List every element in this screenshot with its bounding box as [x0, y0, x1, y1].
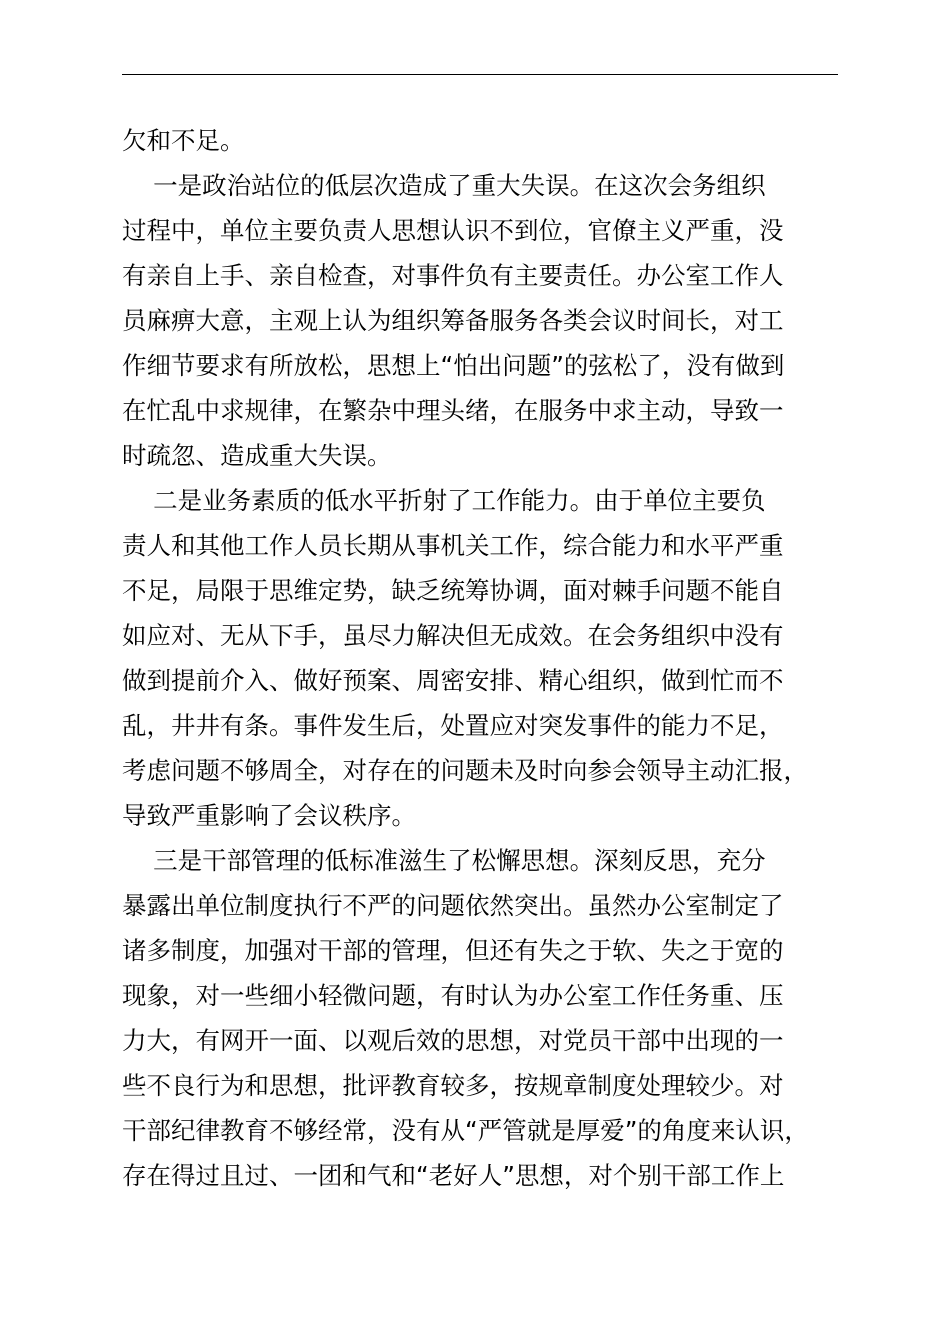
text-line: 在忙乱中求规律，在繁杂中理头绪，在服务中求主动，导致一 — [122, 396, 784, 425]
text-line: 暴露出单位制度执行不严的问题依然突出。虽然办公室制定了 — [122, 891, 784, 920]
text-line: 作细节要求有所放松，思想上“怕出问题”的弦松了，没有做到 — [122, 351, 785, 380]
text-line: 干部纪律教育不够经常，没有从“严管就是厚爱”的角度来认识， — [122, 1116, 809, 1145]
text-line: 乱，井井有条。事件发生后，处置应对突发事件的能力不足， — [122, 711, 784, 740]
text-line: 诸多制度，加强对干部的管理，但还有失之于软、失之于宽的 — [122, 936, 784, 965]
text-line: 员麻痹大意，主观上认为组织筹备服务各类会议时间长，对工 — [122, 306, 784, 335]
text-line: 导致严重影响了会议秩序。 — [122, 801, 416, 830]
text-line: 力大，有网开一面、以观后效的思想，对党员干部中出现的一 — [122, 1026, 784, 1055]
text-line: 不足，局限于思维定势，缺乏统筹协调，面对棘手问题不能自 — [122, 576, 784, 605]
text-line: 考虑问题不够周全，对存在的问题未及时向参会领导主动汇报， — [122, 756, 808, 785]
text-line: 时疏忽、造成重大失误。 — [122, 441, 392, 470]
text-line: 一是政治站位的低层次造成了重大失误。在这次会务组织 — [122, 171, 766, 200]
text-line: 做到提前介入、做好预案、周密安排、精心组织，做到忙而不 — [122, 666, 784, 695]
text-line: 有亲自上手、亲自检查，对事件负有主要责任。办公室工作人 — [122, 261, 784, 290]
body-text — [122, 118, 838, 1198]
header-rule — [122, 74, 838, 75]
text-line: 责人和其他工作人员长期从事机关工作，综合能力和水平严重 — [122, 531, 784, 560]
text-line: 些不良行为和思想，批评教育较多，按规章制度处理较少。对 — [122, 1071, 784, 1100]
text-line: 二是业务素质的低水平折射了工作能力。由于单位主要负 — [122, 486, 766, 515]
text-line: 欠和不足。 — [122, 126, 245, 155]
text-line: 三是干部管理的低标准滋生了松懈思想。深刻反思，充分 — [122, 846, 766, 875]
text-line: 存在得过且过、一团和气和“老好人”思想，对个别干部工作上 — [122, 1161, 785, 1190]
text-line: 现象，对一些细小轻微问题，有时认为办公室工作任务重、压 — [122, 981, 784, 1010]
text-line: 过程中，单位主要负责人思想认识不到位，官僚主义严重，没 — [122, 216, 784, 245]
text-line: 如应对、无从下手，虽尽力解决但无成效。在会务组织中没有 — [122, 621, 784, 650]
